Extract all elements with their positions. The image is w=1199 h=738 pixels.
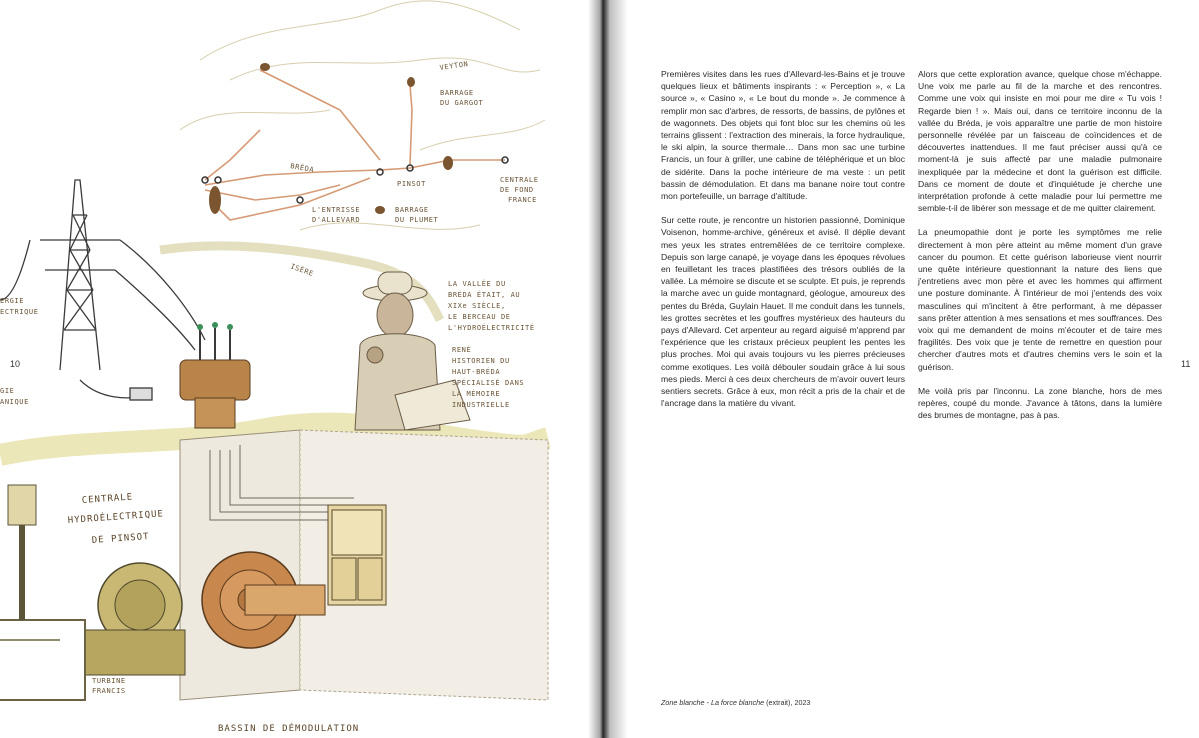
label-turbine-francis-2: FRANCIS bbox=[92, 687, 126, 695]
label-breda-berceau-5: L'HYDROÉLECTRICITÉ bbox=[448, 324, 535, 332]
label-rene-6: INDUSTRIELLE bbox=[452, 401, 510, 409]
electric-pylon bbox=[0, 180, 205, 400]
paragraph: Sur cette route, je rencontre un historien passionné, Dominique Voisenon, homme-archive, généreux et avisé. Il déplie devant mes yeux les strates entremêlées de ce territoire complexe. Depuis son large canapé, je voyage dans les époques révolues en feuilletant les traces plastifiées des trésors oubliés de la vallée. La mémoire se discute et se sculpte. Et puis, je reprends la marche avec un guide montagnard, géologue, amoureux des pentes du Bréda, Guylain Hauet. Il me conduit dans les tunnels, les grottes secrètes et les gouffres mystérieux des hauteurs du pays d'Allevard. Cet arpenteur au regard aiguisé m'apprend par l'expérience que les cristaux précieux peuplent les pentes les plus proches. Moi qui avais toujours vu les pierres précieuses comme exotiques. Les voilà débouler soudain grâce à lui sous mes pieds. Merci à ces deux chercheurs de m'avoir ouvert leurs sentiers secrets. Grâce à eux, mon récit a pris de la chair et de l'ancrage dans la matière du vivant. bbox=[661, 215, 905, 409]
label-pinsot: PINSOT bbox=[397, 180, 426, 188]
label-turbine-francis-1: TURBINE bbox=[92, 677, 126, 685]
label-bassin-demodulation: BASSIN DE DÉMODULATION bbox=[218, 724, 360, 734]
transformer bbox=[180, 322, 250, 428]
label-lentrisse-2: D'ALLEVARD bbox=[312, 216, 361, 224]
label-centrale-fond-france-3: FRANCE bbox=[508, 196, 537, 204]
figure-caption bbox=[661, 698, 810, 707]
powerhouse bbox=[0, 430, 548, 700]
label-centrale-pinsot-3: DE PINSOT bbox=[91, 531, 150, 546]
label-breda-berceau-1: LA VALLÉE DU bbox=[448, 280, 506, 288]
caption-title: Zone blanche - La force blanche bbox=[661, 698, 765, 707]
label-energie-mecanique-2: ANIQUE bbox=[0, 398, 29, 406]
watercolor-illustration bbox=[0, 0, 550, 738]
label-energie-electrique-2: ECTRIQUE bbox=[0, 308, 39, 316]
label-barrage-gargot-1: BARRAGE bbox=[440, 89, 474, 97]
label-barrage-plumet-2: DU PLUMET bbox=[395, 216, 439, 224]
label-centrale-pinsot-1: CENTRALE bbox=[81, 492, 134, 506]
label-barrage-plumet-1: BARRAGE bbox=[395, 206, 429, 214]
paragraph: Me voilà pris par l'inconnu. La zone blanche, hors de mes repères, coupé du monde. J'avance à tâtons, dans la lumière des brumes de montagne, pas à pas. bbox=[918, 385, 1162, 421]
label-isere: ISÈRE bbox=[289, 262, 315, 279]
label-rene-4: SPÉCIALISÉ DANS bbox=[452, 379, 525, 387]
paragraph: Premières visites dans les rues d'Allevard-les-Bains et je trouve quelques lieux et bâtiments inspirants : « Perception », « La source », « Casino », « Le bout du monde ». Je commence à remplir mon sac d'arbres, de ressorts, de bassins, de pylônes et de wagonnets. Des objets qui font bloc sur les chemins où les terrains glissent : l'extraction des minerais, la force hydraulique, le ski alpin, la source thermale… Dans mon sac une turbine Francis, un four à griller, une cabine de téléphérique et un bloc de sidérite. Dans la poche intérieure de ma veste : un petit bassin de démodulation. Et dans ma banane noire tout contre mon portefeuille, un barrage d'altitude. bbox=[661, 69, 905, 202]
label-rene-2: HISTORIEN DU bbox=[452, 357, 510, 365]
label-lentrisse-1: L'ENTRISSE bbox=[312, 206, 361, 214]
label-breda-berceau-3: XIXe SIÈCLE, bbox=[448, 302, 506, 310]
label-barrage-gargot-2: DU GARGOT bbox=[440, 99, 484, 107]
label-centrale-fond-france-1: CENTRALE bbox=[500, 176, 539, 184]
page-number-left: 10 bbox=[10, 359, 21, 369]
label-centrale-pinsot-2: HYDROÉLECTRIQUE bbox=[67, 509, 165, 526]
label-rene-1: RENÉ bbox=[452, 346, 472, 354]
text-column-2 bbox=[918, 68, 1162, 433]
right-page bbox=[600, 0, 1199, 738]
label-breda: BRÉDA bbox=[289, 162, 315, 175]
paragraph: Alors que cette exploration avance, quelque chose m'échappe. Une voix me parle au fil de la marche et des rencontres. Comme une voix qui insiste en moi pour me dire « Tu vois ! Regarde bien ! ». Mais oui, dans ce territoire inconnu de la vallée du Bréda, je vois apparaître une partie de mon histoire personnelle révélée par un faisceau de coïncidences et de découvertes inattendues. Il me faut préciser aussi qu'à ce moment-là je suis affecté par une maladie pulmonaire inexpliquée par la médecine et dont la guérison est difficile. Dans ce moment de doute et d'inquiétude je cherche une interprétation profonde à cette maladie pour lui permettre me semble-t-il de libérer son message et de me quitter clairement. bbox=[918, 69, 1162, 214]
caption-suffix: (extrait), 2023 bbox=[764, 698, 811, 707]
label-veyton: VEYTON bbox=[439, 60, 469, 72]
label-energie-mecanique-1: GIE bbox=[0, 387, 15, 395]
text-column-1 bbox=[661, 68, 905, 421]
label-breda-berceau-2: BRÉDA ÉTAIT, AU bbox=[448, 291, 521, 299]
paragraph: La pneumopathie dont je porte les symptômes me relie directement à mon père atteint au même moment d'un grave cancer du poumon. Et cette guérison laborieuse vient nourrir une quête intérieure questionnant la nature des liens que j'entretiens avec mon père et avec les hommes qui affirment une posture dominante. À l'intérieur de moi j'entends des voix masculines qui m'incitent à être performant, à me dépasser sans prêter attention à mes sensations et mes souffrances. Des voix qui me demandent de moins m'écouter et de taire mes fragilités. Des voix que je tente de remettre en question pour chercher d'autres mots et d'autres chemins vers le soin et la guérison. bbox=[918, 227, 1162, 372]
label-centrale-fond-france-2: DE FOND bbox=[500, 186, 534, 194]
label-rene-3: HAUT-BRÉDA bbox=[452, 368, 501, 376]
label-rene-5: LA MÉMOIRE bbox=[452, 390, 501, 398]
page-number-right: 11 bbox=[1181, 359, 1191, 369]
label-breda-berceau-4: LE BERCEAU DE bbox=[448, 313, 511, 321]
label-energie-electrique-1: ERGIE bbox=[0, 297, 25, 305]
